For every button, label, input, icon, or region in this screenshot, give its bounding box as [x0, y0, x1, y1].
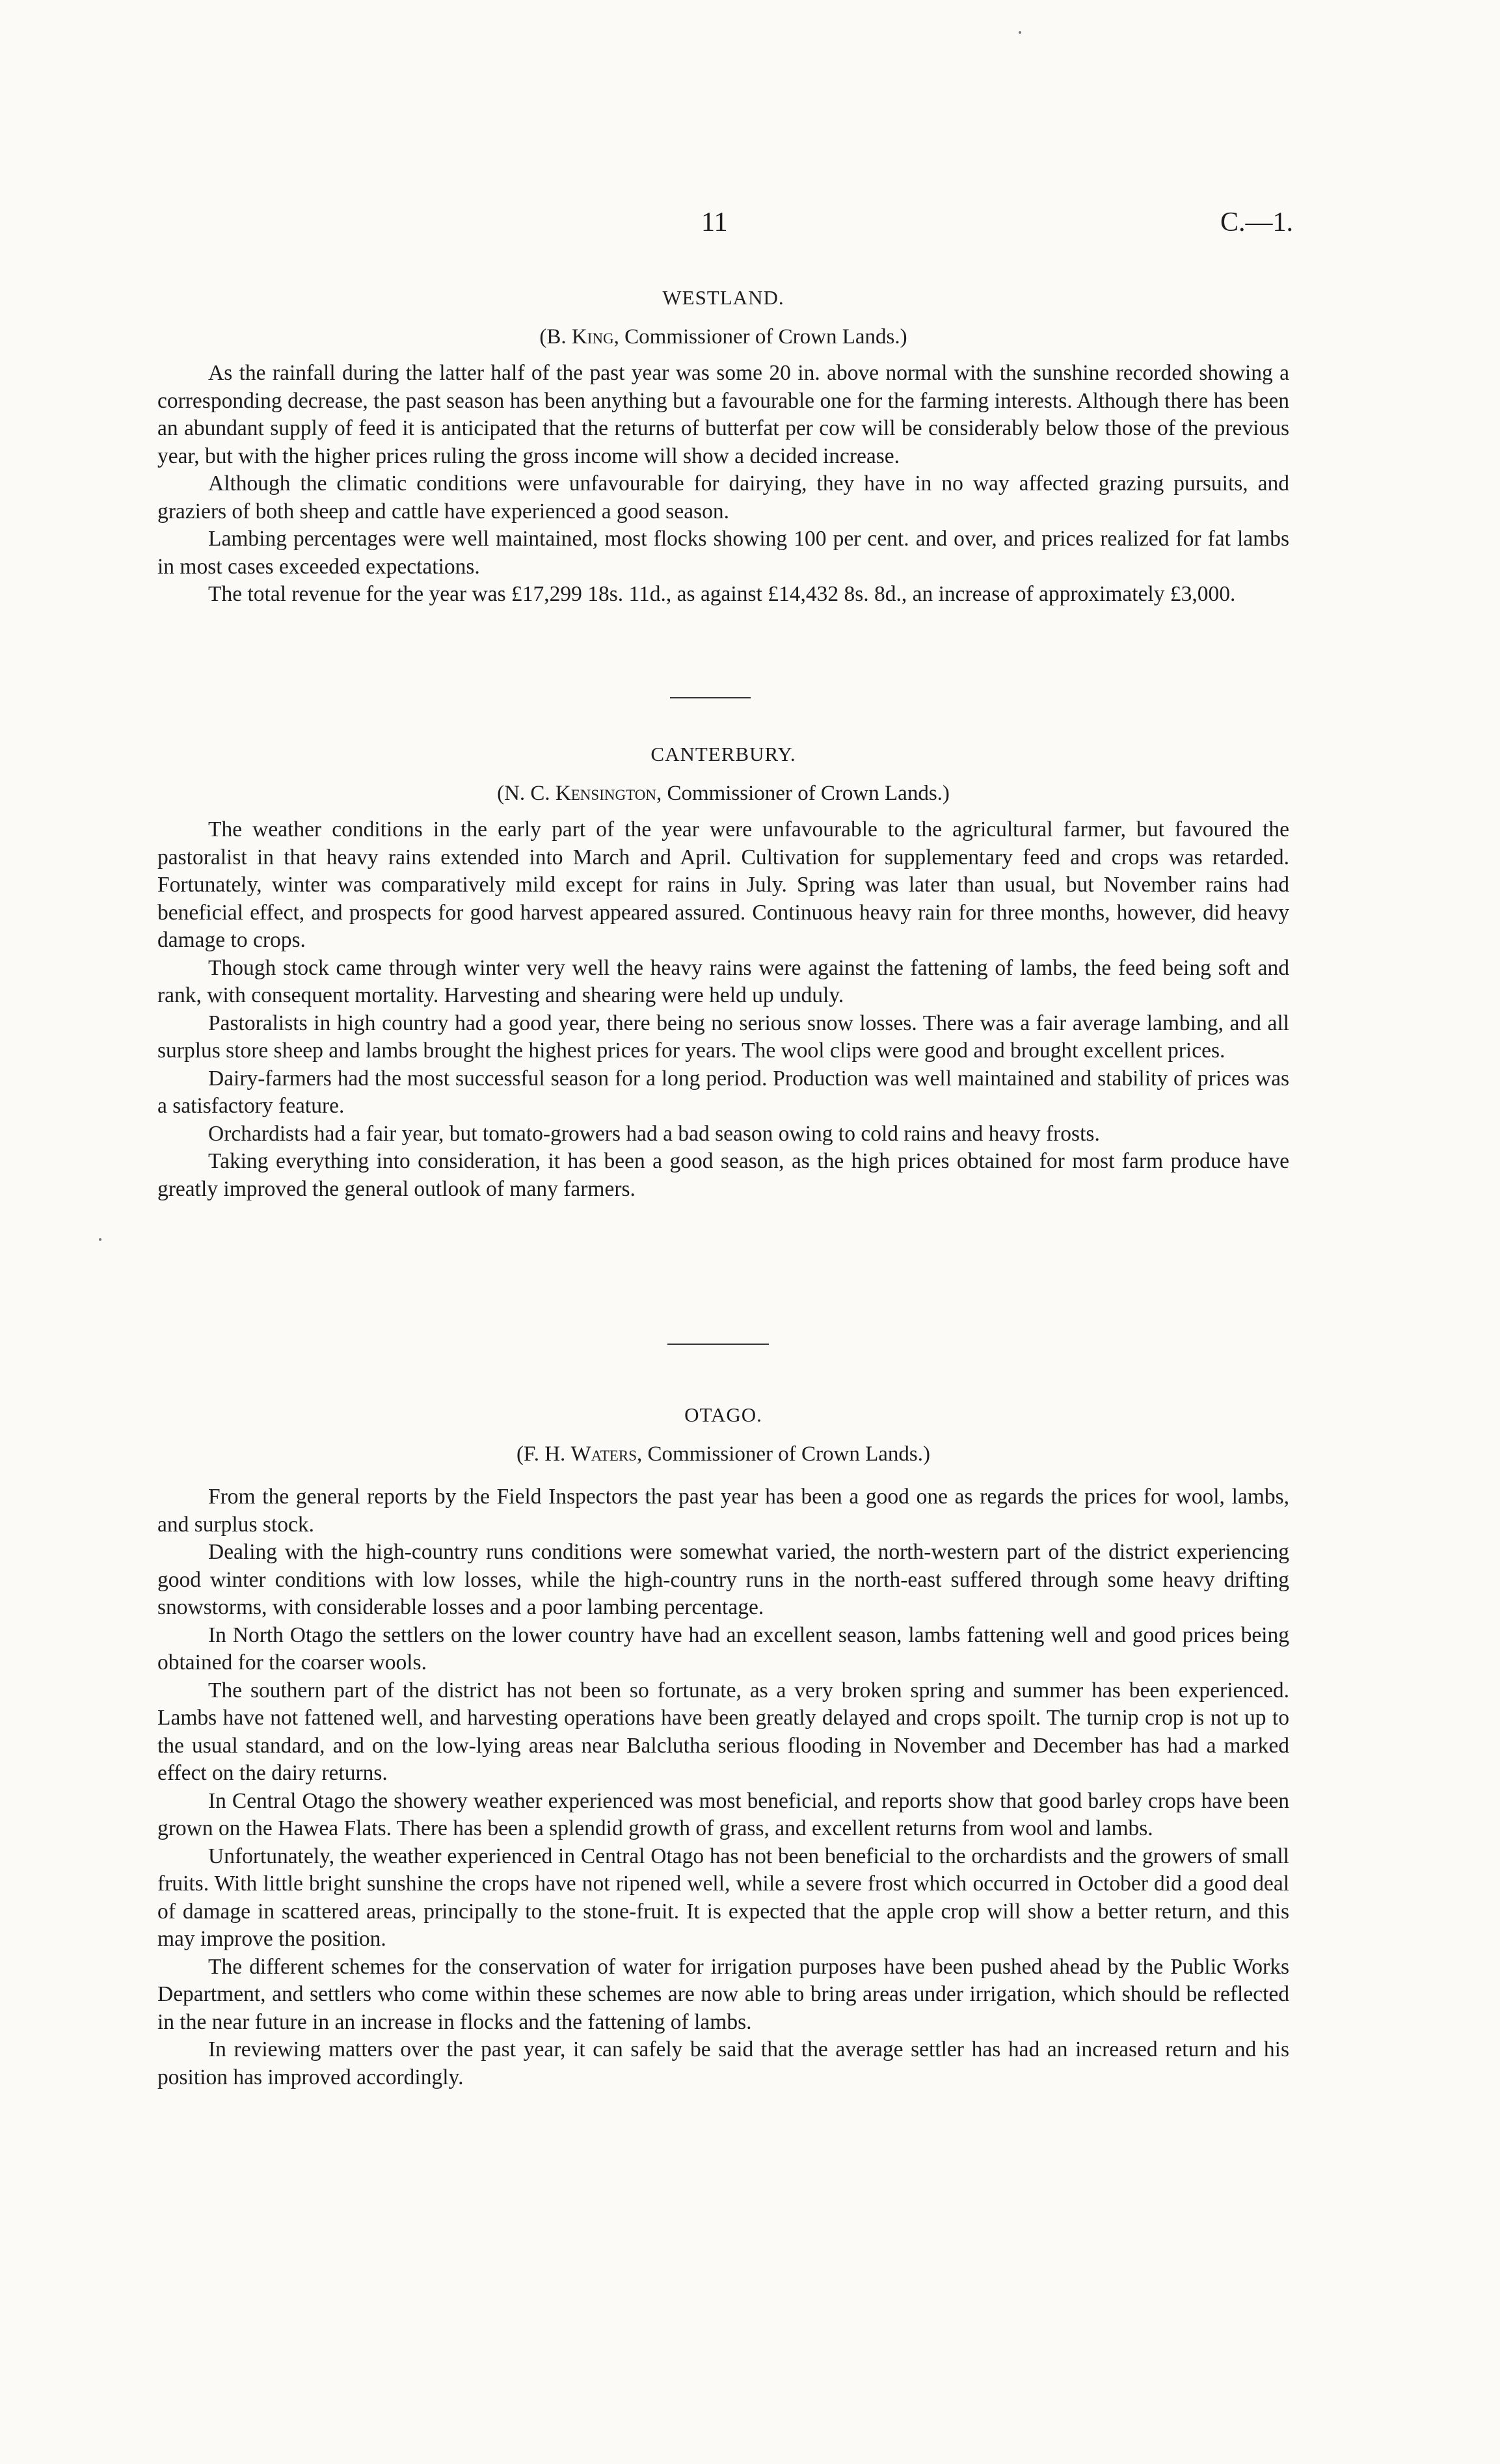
paragraph: From the general reports by the Field Inspectors the past year has been a good one as regards the prices for wool, lambs, and surplus stock.: [157, 1485, 1289, 1537]
paragraph: In Central Otago the showery weather experienced was most beneficial, and reports show that good barley crops have been grown on the Hawea Flats. There has been a splendid growth of grass, and excellent returns from wool and lambs.: [157, 1788, 1289, 1840]
byline-open: (N. C.: [497, 782, 556, 805]
commissioner-name: Waters: [570, 1442, 637, 1466]
byline: [157, 1442, 1289, 1466]
page-number: 11: [701, 207, 728, 237]
section-title: WESTLAND.: [662, 286, 784, 309]
section-canterbury: [157, 743, 1289, 1203]
section-divider: [667, 1344, 769, 1345]
paragraph: Orchardists had a fair year, but tomato-growers had a bad season owing to cold rains and heavy frosts.: [208, 1121, 1100, 1146]
paragraph: In reviewing matters over the past year, it can safely be said that the average settler has had an increased return and his position has improved accordingly.: [157, 2037, 1289, 2089]
byline-open: (F. H.: [516, 1442, 571, 1466]
commissioner-name: King: [571, 325, 614, 349]
section-westland: [157, 286, 1289, 609]
section-title: OTAGO.: [684, 1403, 762, 1426]
commissioner-name: Kensington: [555, 782, 656, 805]
paragraph: Though stock came through winter very well the heavy rains were against the fattening of lambs, the feed being soft and rank, with consequent mortality. Harvesting and shearing were held up unduly.: [157, 955, 1289, 1007]
byline: [157, 782, 1289, 806]
paragraph: Pastoralists in high country had a good year, there being no serious snow losses. There was a fair average lambing, and all surplus store sheep and lambs brought the highest prices for years. The wool clips were good and brought excellent prices.: [157, 1011, 1289, 1063]
section-divider: [670, 697, 751, 698]
paragraph: Unfortunately, the weather experienced in Central Otago has not been beneficial to the orchardists and the growers of small fruits. With little bright sunshine the crops have not ripened well, while a severe frost which occurred in October did a good deal of damage in scattered areas, principally to the stone-fruit. It is expected that the apple crop will show a better return, and this may improve the position.: [157, 1844, 1289, 1951]
paragraph: Lambing percentages were well maintained, most flocks showing 100 per cent. and over, and prices realized for fat lambs in most cases exceeded expectations.: [157, 527, 1289, 579]
paragraph: The southern part of the district has not been so fortunate, as a very broken spring and summer has been experienced. Lambs have not fattened well, and harvesting operations have been greatly delayed and crops spoilt. The turnip crop is not up to the usual standard, and on the low-lying areas near Balclutha serious flooding in November and December has had a marked effect on the dairy returns.: [157, 1678, 1289, 1785]
paragraph: Taking everything into consideration, it has been a good season, as the high prices obtained for most farm produce have greatly improved the general outlook of many farmers.: [157, 1149, 1289, 1201]
scan-speck: [1019, 31, 1021, 34]
paragraph: Dealing with the high-country runs conditions were somewhat varied, the north-western part of the district experiencing good winter conditions with low losses, while the high-country runs in the north-east suffered through some heavy drifting snowstorms, with considerable losses and a poor lambing percentage.: [157, 1540, 1289, 1619]
byline: [157, 325, 1289, 349]
paragraph: In North Otago the settlers on the lower country have had an excellent season, lambs fattening well and good prices being obtained for the coarser wools.: [157, 1623, 1289, 1675]
document-code: C.—1.: [1220, 207, 1293, 237]
paragraph: Although the climatic conditions were unfavourable for dairying, they have in no way affected grazing pursuits, and graziers of both sheep and cattle have experienced a good season.: [157, 471, 1289, 523]
byline-rest: , Commissioner of Crown Lands.): [656, 782, 950, 805]
paragraph: Dairy-farmers had the most successful season for a long period. Production was well maintained and stability of prices was a satisfactory feature.: [157, 1066, 1289, 1118]
scan-speck: [99, 1238, 101, 1241]
byline-open: (B.: [539, 325, 572, 349]
byline-rest: , Commissioner of Crown Lands.): [637, 1442, 930, 1466]
paragraph: The total revenue for the year was £17,299 18s. 11d., as against £14,432 8s. 8d., an increase of approximately £3,000.: [208, 582, 1236, 606]
paragraph: The weather conditions in the early part of the year were unfavourable to the agricultural farmer, but favoured the pastoralist in that heavy rains extended into March and April. Cultivation for supplementary feed and crops was retarded. Fortunately, winter was comparatively mild except for rains in July. Spring was later than usual, but November rains had beneficial effect, and prospects for good harvest appeared assured. Continuous heavy rain for three months, however, did heavy damage to crops.: [157, 817, 1289, 952]
section-title: CANTERBURY.: [650, 743, 796, 765]
section-otago: [157, 1403, 1289, 2091]
byline-rest: , Commissioner of Crown Lands.): [613, 325, 907, 349]
page-header: [0, 207, 1500, 246]
paragraph: As the rainfall during the latter half of the past year was some 20 in. above normal with the sunshine recorded showing a corresponding decrease, the past season has been anything but a favourable one for the farming interests. Although there has been an abundant supply of feed it is anticipated that the returns of butterfat per cow will be considerably below those of the previous year, but with the higher prices ruling the gross income will show a decided increase.: [157, 361, 1289, 468]
paragraph: The different schemes for the conservation of water for irrigation purposes have been pushed ahead by the Public Works Department, and settlers who come within these schemes are now able to bring areas under irrigation, which should be reflected in the near future in an increase in flocks and the fattening of lambs.: [157, 1954, 1289, 2034]
